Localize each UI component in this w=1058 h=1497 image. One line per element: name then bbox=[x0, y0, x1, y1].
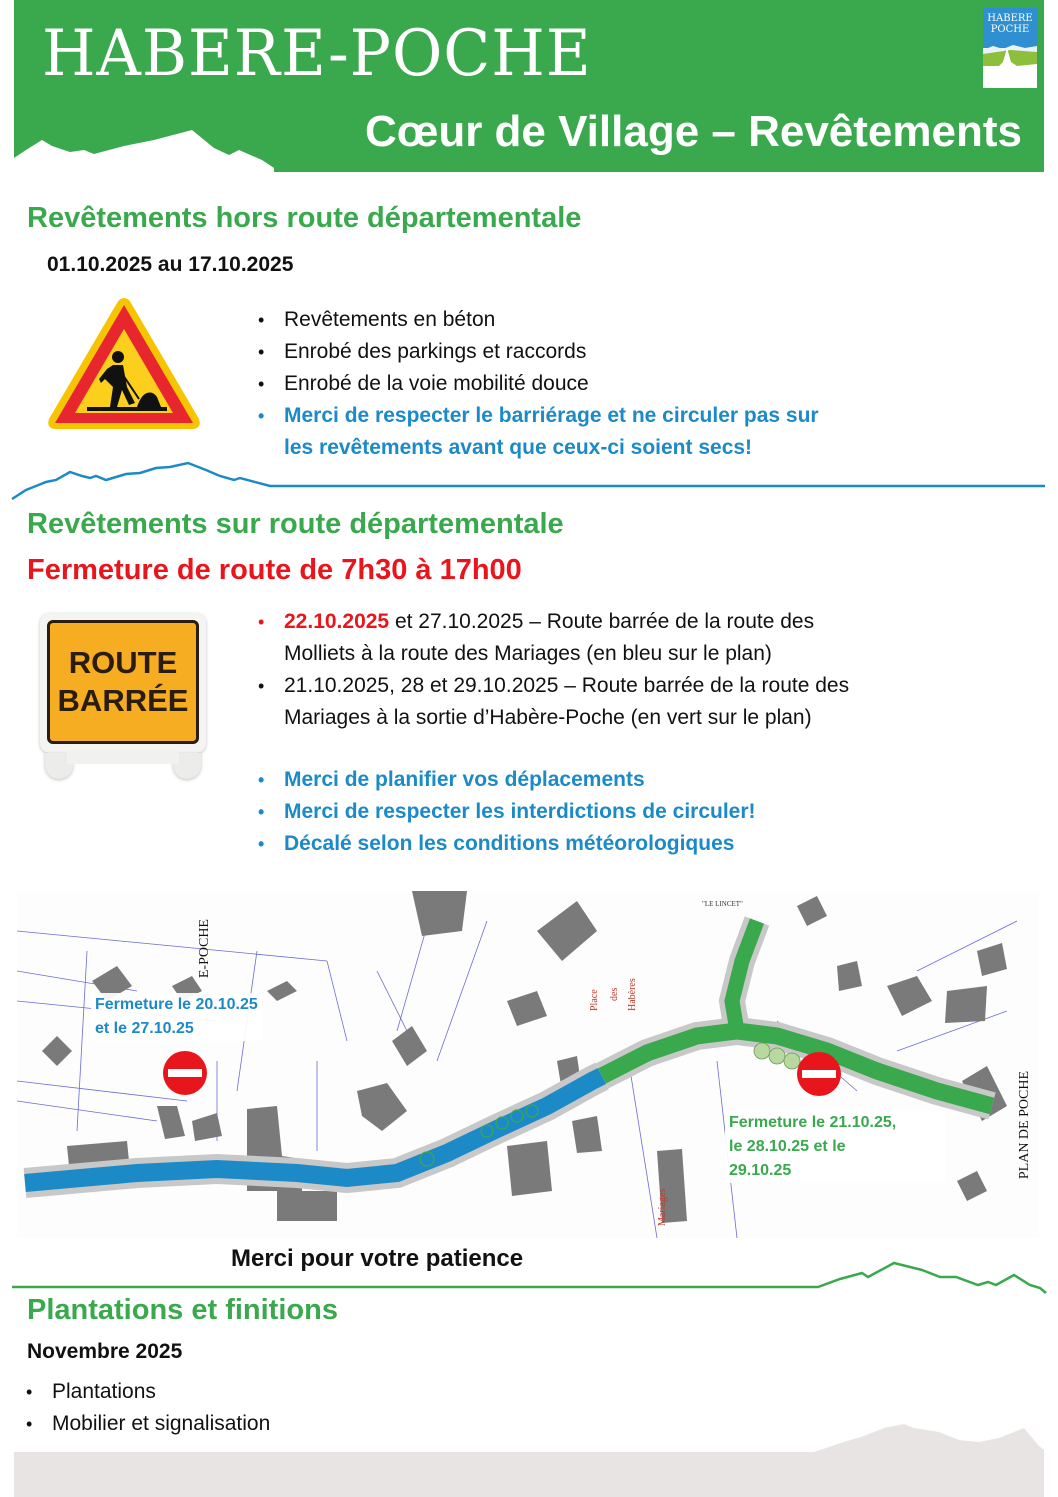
list-item-closure-blue: • 22.10.2025 et 27.10.2025 – Route barrée de la route des Molliets à la route des Mariages (en bleu sur le plan) bbox=[256, 606, 849, 670]
section-title-hors-route: Revêtements hors route départementale bbox=[27, 202, 582, 234]
mountain-divider-blue bbox=[10, 455, 1045, 500]
list-item-notice: • Merci de respecter le barriérage et ne circuler pas sur les revêtements avant que ceux-ci soient secs! bbox=[256, 400, 819, 464]
logo-text-line2: POCHE bbox=[990, 24, 1030, 35]
no-entry-sign-icon bbox=[797, 1052, 841, 1096]
sign-text-barree: BARRÉE bbox=[57, 683, 189, 718]
no-entry-sign-icon bbox=[163, 1051, 207, 1095]
brand-title: HABERE-POCHE bbox=[42, 17, 592, 91]
list-item-notice: • Merci de planifier vos déplacements bbox=[256, 764, 849, 796]
route-barree-sign-icon bbox=[37, 610, 209, 782]
section1-list bbox=[256, 304, 819, 464]
svg-text:Place: Place bbox=[589, 989, 600, 1011]
roadworks-warning-sign-icon bbox=[45, 295, 203, 433]
header-banner bbox=[14, 0, 1044, 172]
svg-text:des: des bbox=[609, 987, 620, 1001]
section-title-sur-route: Revêtements sur route départementale bbox=[27, 508, 564, 540]
list-item-notice: • Décalé selon les conditions météorologiques bbox=[256, 828, 849, 860]
list-item: • Enrobé des parkings et raccords bbox=[256, 336, 819, 368]
section3-dates: Novembre 2025 bbox=[27, 1340, 183, 1363]
municipality-logo bbox=[983, 8, 1037, 88]
page-title: Cœur de Village – Revêtements bbox=[365, 107, 1022, 156]
map-vertical-label-left: E-POCHE bbox=[197, 919, 212, 979]
list-item: • Revêtements en béton bbox=[256, 304, 819, 336]
road-closure-map bbox=[17, 891, 1039, 1238]
closure-label-green: Fermeture le 21.10.25, le 28.10.25 et le 29.10.25 bbox=[725, 1111, 945, 1183]
svg-text:Mariages: Mariages bbox=[657, 1188, 668, 1226]
section1-dates: 01.10.2025 au 17.10.2025 bbox=[47, 253, 294, 276]
section-title-plantations: Plantations et finitions bbox=[27, 1294, 338, 1326]
list-item: • Plantations bbox=[24, 1376, 270, 1408]
mountain-divider-green bbox=[10, 1255, 1050, 1295]
map-vertical-label-right: PLAN DE POCHE bbox=[1017, 1071, 1032, 1180]
list-item-closure-green: • 21.10.2025, 28 et 29.10.2025 – Route barrée de la route des Mariages à la sortie d’Habère-Poche (en vert sur le plan) bbox=[256, 670, 849, 734]
list-item: • Mobilier et signalisation bbox=[24, 1408, 270, 1440]
logo-text-line1: HABERE bbox=[987, 13, 1033, 24]
svg-text:"LE LINCET": "LE LINCET" bbox=[702, 900, 743, 908]
list-item: • Enrobé de la voie mobilité douce bbox=[256, 368, 819, 400]
closure-label-blue: Fermeture le 20.10.25 et le 27.10.25 bbox=[91, 993, 262, 1041]
thank-you-message: Merci pour votre patience bbox=[231, 1245, 524, 1272]
closure-hours-title: Fermeture de route de 7h30 à 17h00 bbox=[27, 554, 522, 586]
svg-text:Habères: Habères bbox=[627, 978, 638, 1011]
list-item-notice: • Merci de respecter les interdictions de circuler! bbox=[256, 796, 849, 828]
sign-text-route: ROUTE bbox=[68, 645, 178, 680]
footer-mountain-band bbox=[14, 1420, 1044, 1497]
church-landscape-icon bbox=[983, 44, 1037, 88]
section2-list bbox=[256, 606, 849, 860]
site-plan-drawing bbox=[17, 891, 1039, 1238]
